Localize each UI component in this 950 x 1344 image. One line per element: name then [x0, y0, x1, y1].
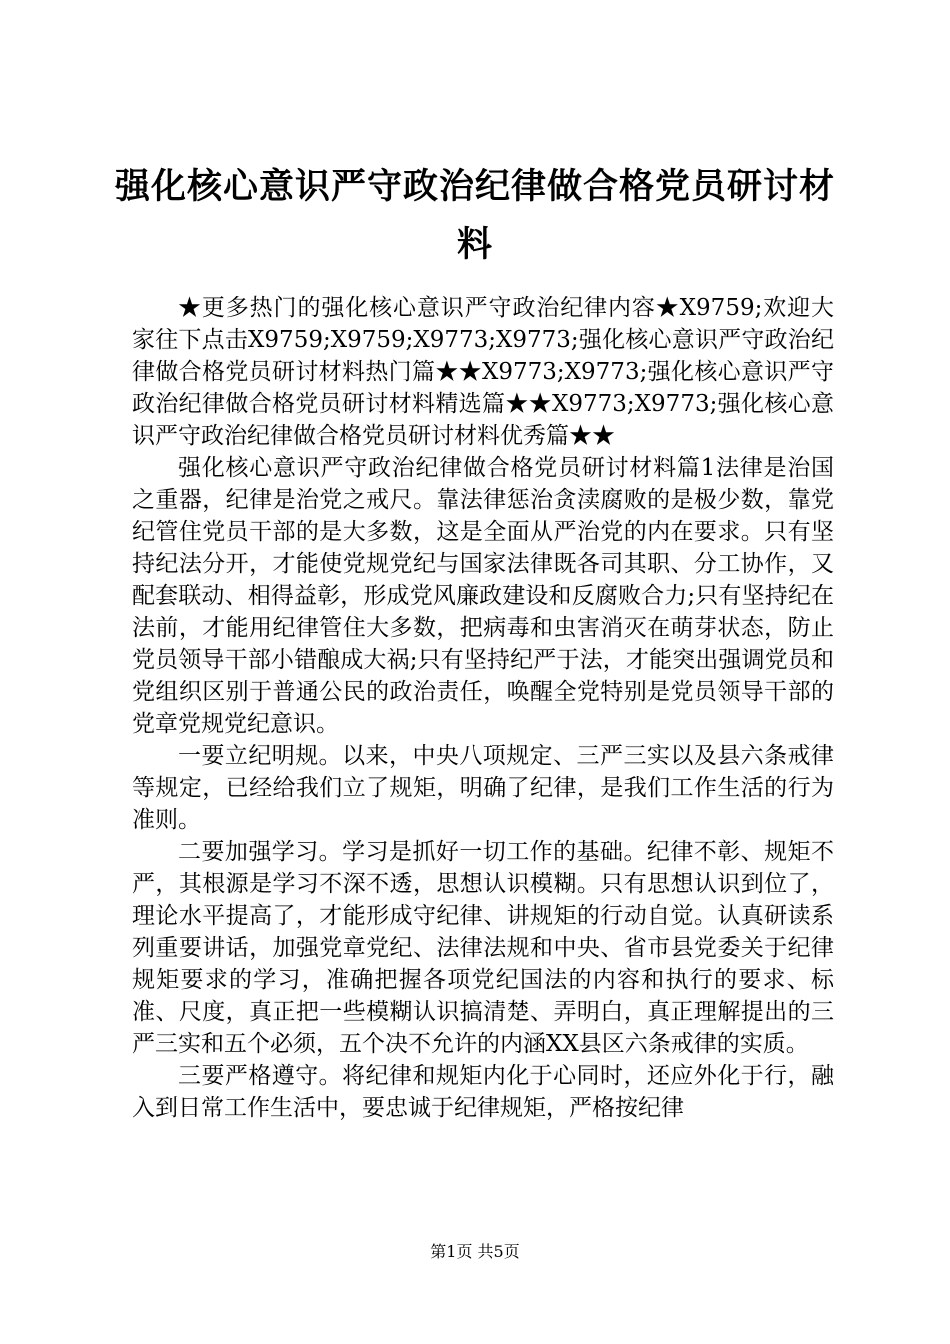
document-body [132, 292, 834, 1124]
document-title: 强化核心意识严守政治纪律做合格党员研讨材料 [114, 166, 835, 265]
page-number: 第1页 共5页 [430, 1242, 520, 1261]
paragraph-1: 强化核心意识严守政治纪律做合格党员研讨材料篇1法律是治国之重器，纪律是治党之戒尺。靠法律惩治贪渎腐败的是极少数，靠党纪管住党员干部的是大多数，这是全面从严治党的内在要求。只有坚持纪法分开，才能使党规党纪与国家法律既各司其职、分工协作，又配套联动、相得益彰，形成党风廉政建设和反腐败合力;只有坚持纪在法前，才能用纪律管住大多数，把病毒和虫害消灭在萌芽状态，防止党员领导干部小错酿成大祸;只有坚持纪严于法，才能突出强调党员和党组织区别于普通公民的政治责任，唤醒全党特别是党员领导干部的党章党规党纪意识。 [132, 455, 834, 737]
paragraph-3: 二要加强学习。学习是抓好一切工作的基础。纪律不彰、规矩不严，其根源是学习不深不透，思想认识模糊。只有思想认识到位了，理论水平提高了，才能形成守纪律、讲规矩的行动自觉。认真研读系列重要讲话，加强党章党纪、法律法规和中央、省市县党委关于纪律规矩要求的学习，准确把握各项党纪国法的内容和执行的要求、标准、尺度，真正把一些模糊认识搞清楚、弄明白，真正理解提出的三严三实和五个必须，五个决不允许的内涵XX县区六条戒律的实质。 [132, 839, 834, 1057]
paragraph-intro: ★更多热门的强化核心意识严守政治纪律内容★X9759;欢迎大家往下点击X9759;X9759;X9773;X9773;强化核心意识严守政治纪律做合格党员研讨材料热门篇★★X9773;X9773;强化核心意识严守政治纪律做合格党员研讨材料精选篇★★X9773;X9773;强化核心意识严守政治纪律做合格党员研讨材料优秀篇★★ [132, 295, 834, 449]
paragraph-2: 一要立纪明规。以来，中央八项规定、三严三实以及县六条戒律等规定，已经给我们立了规矩，明确了纪律，是我们工作生活的行为准则。 [132, 743, 834, 833]
paragraph-4: 三要严格遵守。将纪律和规矩内化于心同时，还应外化于行，融入到日常工作生活中，要忠诚于纪律规矩，严格按纪律 [132, 1063, 834, 1121]
